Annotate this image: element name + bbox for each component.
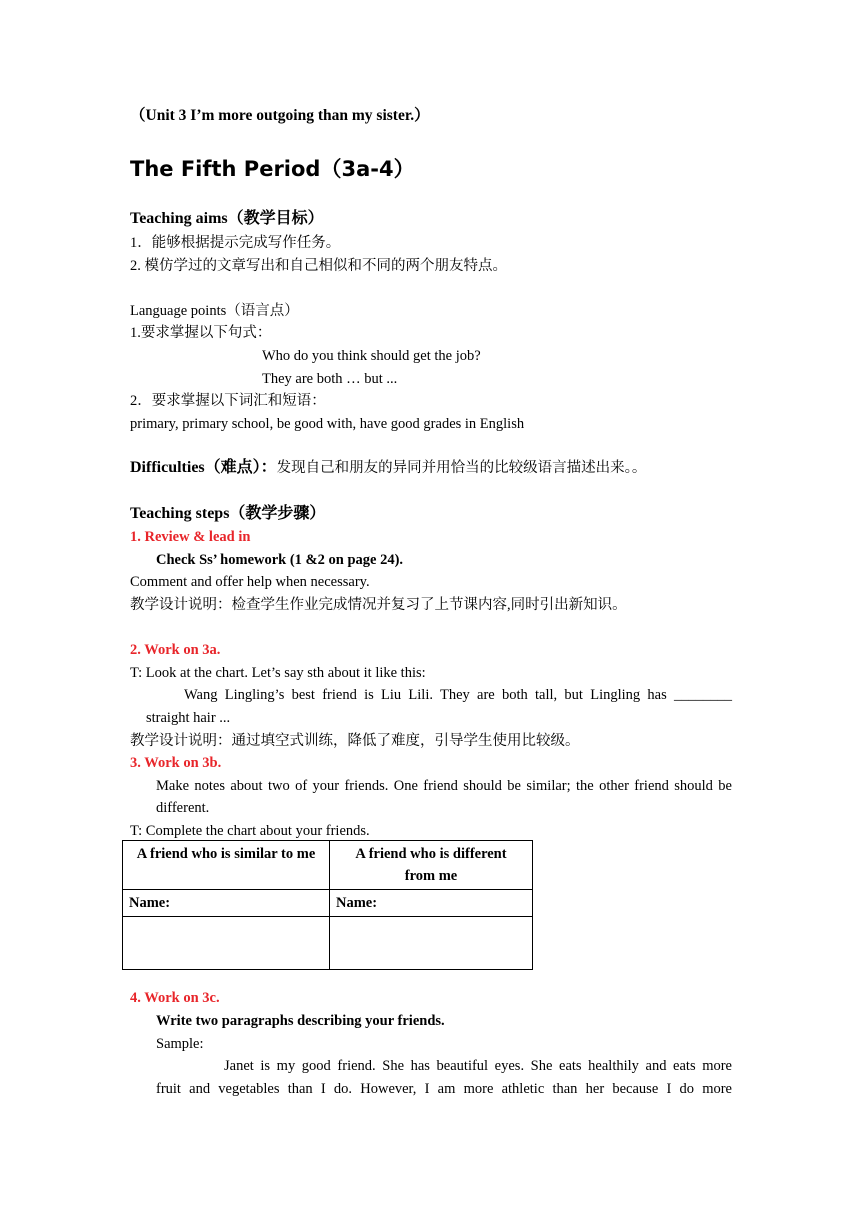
similar-friend-name-cell[interactable]: Name: (123, 890, 330, 917)
step-1-title: 1. Review & lead in (130, 529, 251, 545)
step-4-title: 4. Work on 3c. (130, 990, 220, 1006)
step-3-prompt: T: Complete the chart about your friends. (130, 823, 370, 839)
step-1-design: 教学设计说明：检查学生作业完成情况并复习了上节课内容,同时引出新知识。 (130, 597, 627, 613)
period-title: The Fifth Period（3a-4） (130, 157, 415, 181)
header-different-label-2: from me (404, 868, 458, 884)
aim-item-2: 2. 模仿学过的文章写出和自己相似和不同的两个朋友特点。 (130, 258, 507, 274)
step-2-prompt: T: Look at the chart. Let’s say sth about it like this: (130, 665, 426, 681)
step-2-title: 2. Work on 3a. (130, 642, 221, 658)
header-different-label-1: A friend who is different (355, 846, 507, 862)
header-different-friend (330, 841, 533, 890)
header-similar-friend (123, 841, 330, 890)
step-3-task-line-1: Make notes about two of your friends. One friend should be similar; the other friend should be (156, 778, 732, 794)
difficulties-text: 发现自己和朋友的异同并用恰当的比较级语言描述出来。。 (276, 460, 647, 476)
step-1-task: Check Ss’ homework (1 &2 on page 24). (156, 552, 404, 568)
language-points-item-1: 1.要求掌握以下句式： (130, 325, 272, 341)
table-row (123, 841, 533, 890)
aim-item-1: 1．能够根据提示完成写作任务。 (130, 235, 341, 251)
friends-chart-table (122, 840, 533, 970)
different-friend-name-cell[interactable]: Name: (330, 890, 533, 917)
different-friend-notes-cell[interactable] (330, 917, 533, 970)
table-row (123, 917, 533, 970)
difficulties-label: Difficulties（难点）： (130, 459, 277, 476)
sentence-pattern-2: They are both … but ... (262, 371, 398, 387)
difficulties-line (130, 458, 646, 478)
table-row (123, 890, 533, 917)
step-2-design: 教学设计说明：通过填空式训练，降低了难度，引导学生使用比较级。 (130, 733, 580, 749)
step-1-note: Comment and offer help when necessary. (130, 574, 370, 590)
step-4-task: Write two paragraphs describing your friends. (156, 1013, 445, 1029)
step-3-title: 3. Work on 3b. (130, 755, 222, 771)
step-3-task-line-2: different. (156, 800, 210, 816)
teaching-aims-heading: Teaching aims（教学目标） (130, 210, 324, 227)
language-points-heading: Language points（语言点） (130, 303, 299, 319)
unit-title: （Unit 3 I’m more outgoing than my sister.） (130, 107, 430, 124)
step-4-sample-label: Sample: (156, 1036, 204, 1052)
step-2-example-line-1: Wang Lingling’s best friend is Liu Lili. They are both tall, but Lingling has ________ (184, 687, 732, 703)
vocab-list: primary, primary school, be good with, have good grades in English (130, 416, 525, 432)
sentence-pattern-1: Who do you think should get the job? (262, 348, 481, 364)
step-2-example-line-2: straight hair ... (146, 710, 231, 726)
step-4-sample-line-2: fruit and vegetables than I do. However, I am more athletic than her because I do more (156, 1081, 732, 1097)
similar-friend-notes-cell[interactable] (123, 917, 330, 970)
teaching-steps-heading: Teaching steps（教学步骤） (130, 505, 326, 522)
language-points-item-2: 2．要求掌握以下词汇和短语： (130, 393, 326, 409)
header-similar-label: A friend who is similar to me (136, 846, 316, 862)
step-4-sample-line-1: Janet is my good friend. She has beautiful eyes. She eats healthily and eats more (224, 1058, 732, 1074)
